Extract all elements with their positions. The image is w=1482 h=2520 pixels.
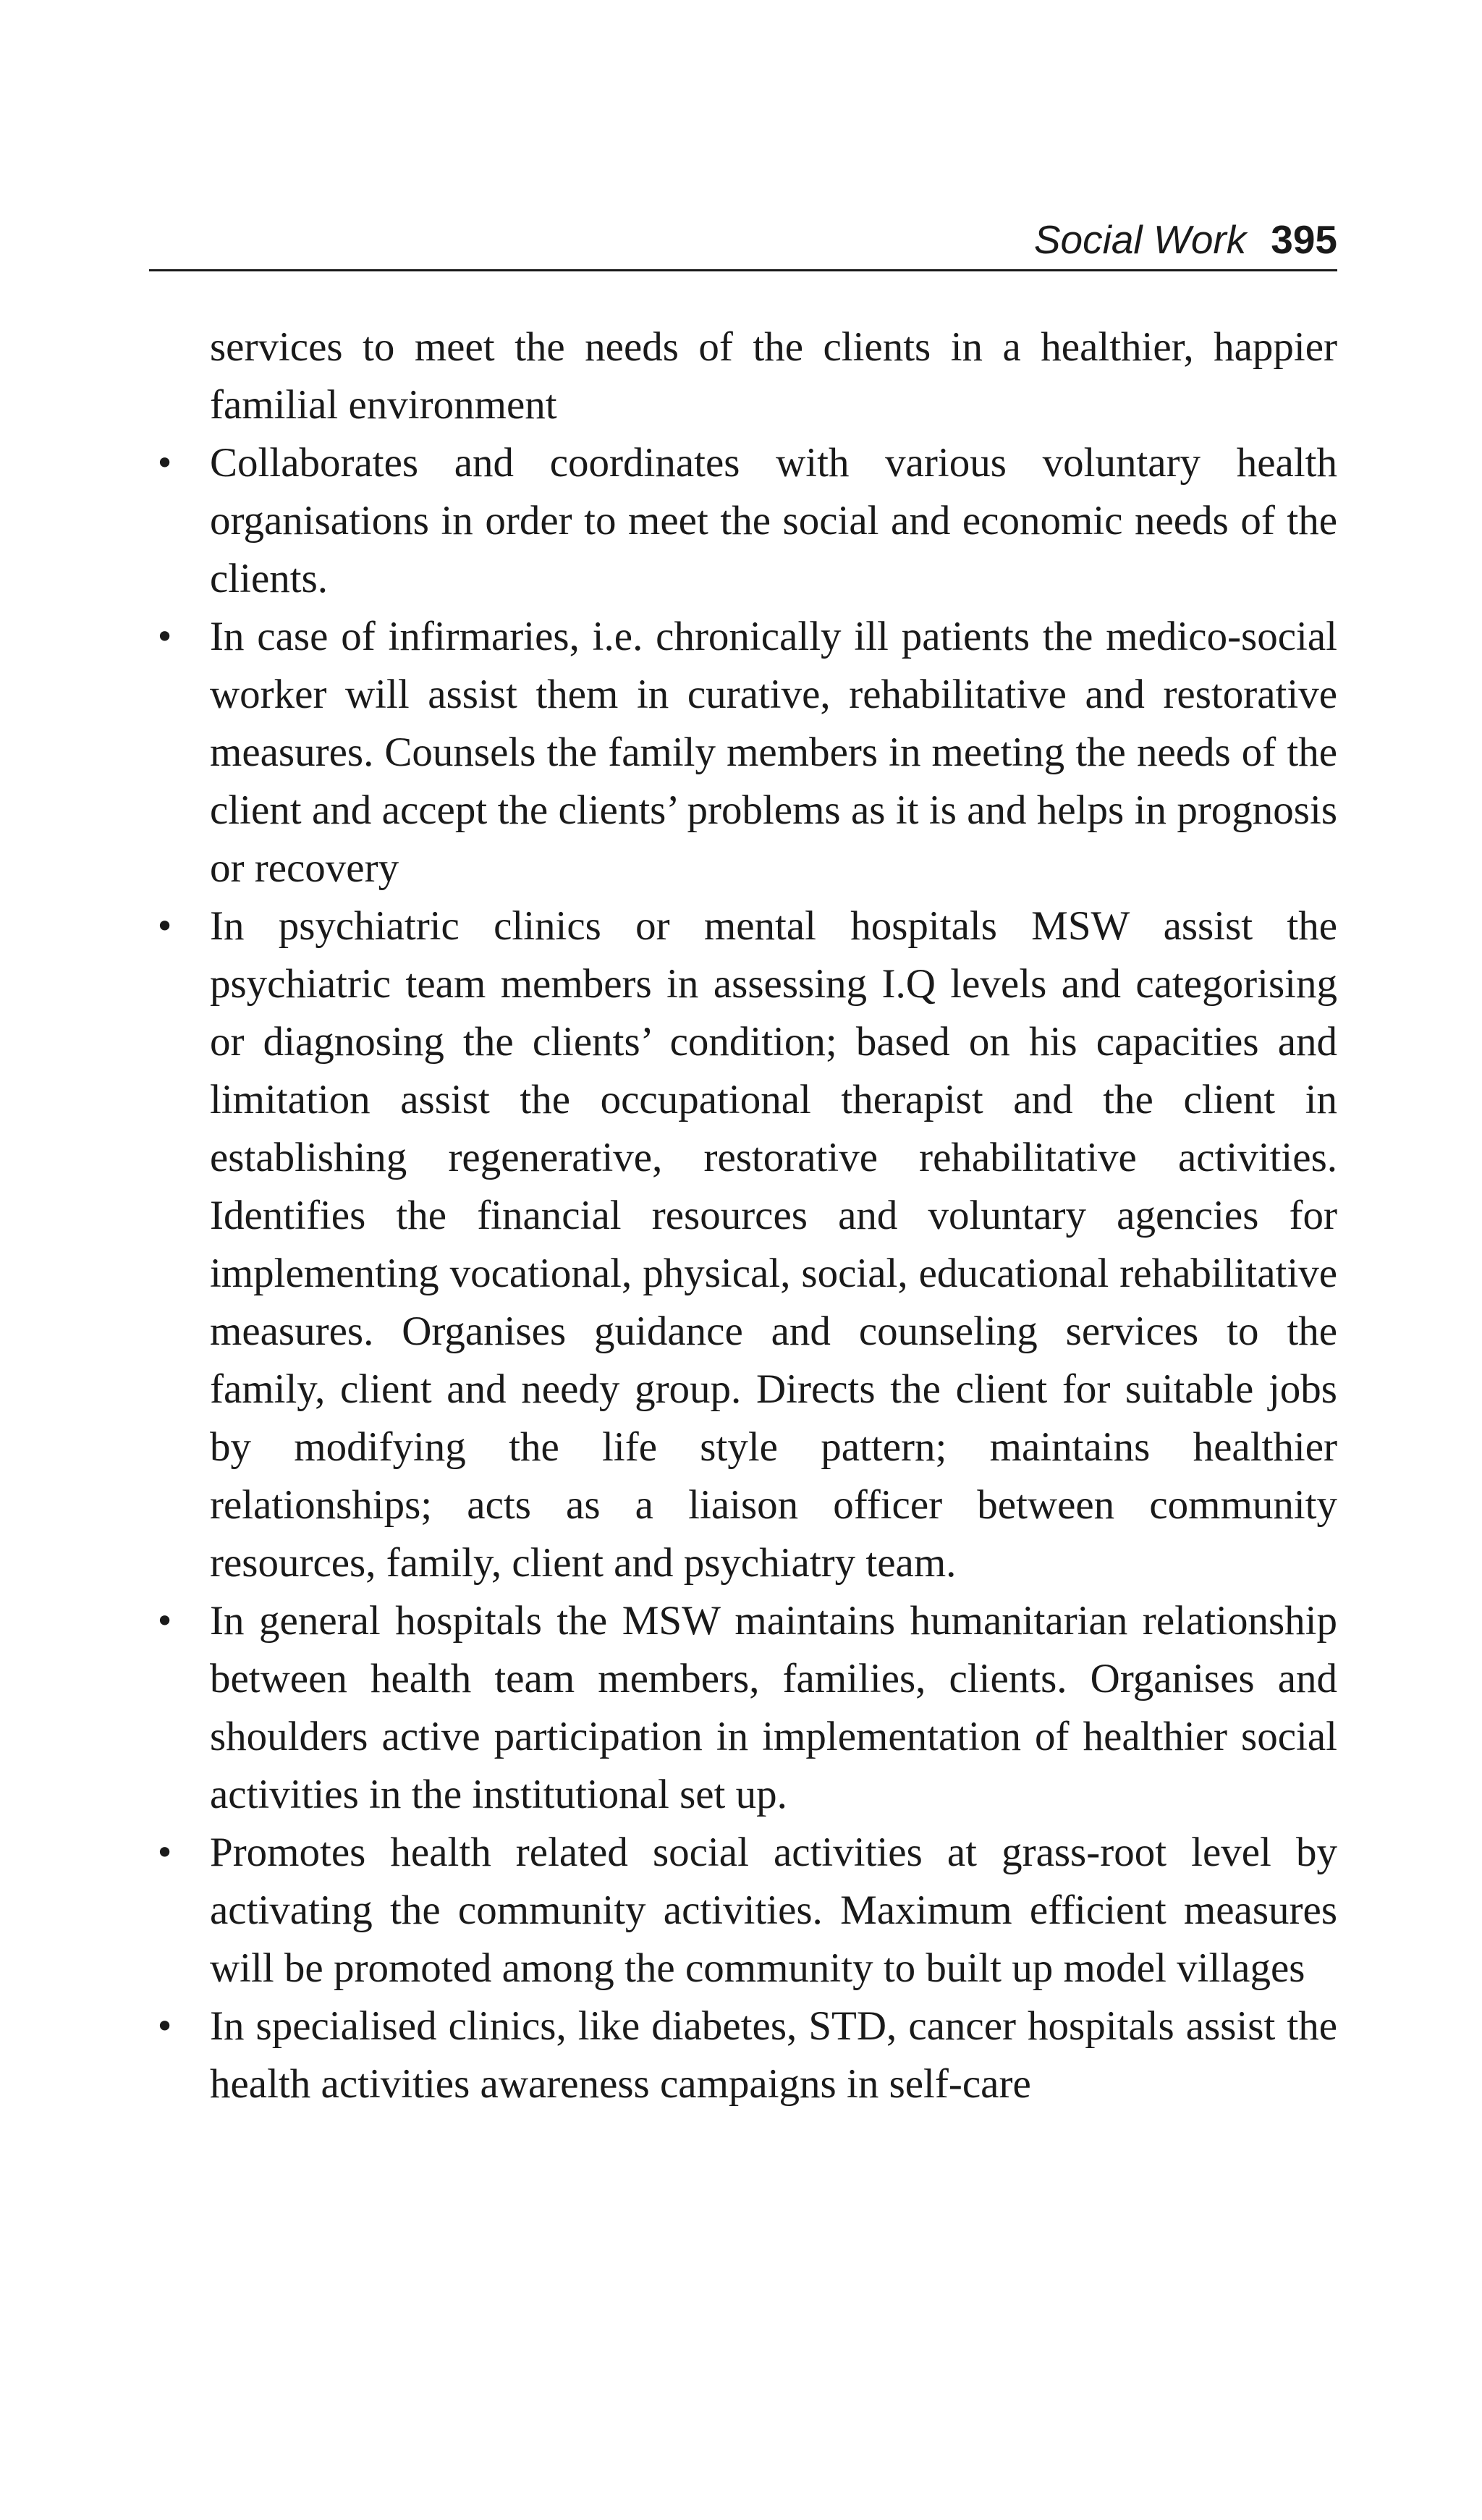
bullet-icon: •	[155, 907, 175, 946]
bullet-text: In specialised clinics, like diabetes, STD, cancer hospitals assist the health activities awareness campaigns in self-care	[210, 2003, 1337, 2107]
bullet-item-general-hospitals	[149, 1592, 1337, 1824]
bullet-text: In general hospitals the MSW maintains humanitarian relationship between health team members, families, clients. Organises and shoulders active participation in implementation of healthier social activities in the institutional set up.	[210, 1598, 1337, 1817]
bullet-text: In case of infirmaries, i.e. chronically ill patients the medico-social worker will assist them in curative, rehabilitative and restorative measures. Counsels the family members in meeting the needs of the client and accept the clients’ problems as it is and helps in prognosis or recovery	[210, 614, 1337, 891]
bullet-text: In psychiatric clinics or mental hospitals MSW assist the psychiatric team members in assessing I.Q levels and categorising or diagnosing the clients’ condition; based on his capacities and limitation assist the occupational therapist and the client in establishing regenerative, restorative rehabilitative activities. Identifies the financial resources and voluntary agencies for implementing vocational, physical, social, educational rehabilitative measures. Organises guidance and counseling services to the family, client and needy group. Directs the client for suitable jobs by modifying the life style pattern; maintains healthier relationships; acts as a liaison officer between community resources, family, client and psychiatry team.	[210, 903, 1337, 1586]
section-title: Social Work	[1033, 217, 1247, 262]
bullet-icon: •	[155, 2007, 175, 2046]
bullet-item-grass-root-activities	[149, 1824, 1337, 1997]
bullet-item-voluntary-organisations	[149, 434, 1337, 608]
bullet-item-infirmaries	[149, 608, 1337, 897]
page-number: 395	[1271, 217, 1337, 262]
bullet-icon: •	[155, 1602, 175, 1641]
bullet-icon: •	[155, 444, 175, 483]
continuation-paragraph: services to meet the needs of the clients in a healthier, happier familial environment	[210, 324, 1337, 428]
bullet-text: Collaborates and coordinates with various voluntary health organisations in order to meet the social and economic needs of the clients.	[210, 440, 1337, 601]
body-text	[149, 318, 1337, 2113]
bullet-icon: •	[155, 1833, 175, 1872]
bullet-text: Promotes health related social activities at grass-root level by activating the community activities. Maximum efficient measures will be promoted among the community to built up model villages	[210, 1830, 1337, 1991]
bullet-item-psychiatric-clinics	[149, 897, 1337, 1592]
running-header	[149, 214, 1337, 265]
bullet-list	[149, 434, 1337, 2113]
bullet-item-specialised-clinics	[149, 1997, 1337, 2113]
header-rule	[149, 269, 1337, 271]
bullet-icon: •	[155, 617, 175, 656]
